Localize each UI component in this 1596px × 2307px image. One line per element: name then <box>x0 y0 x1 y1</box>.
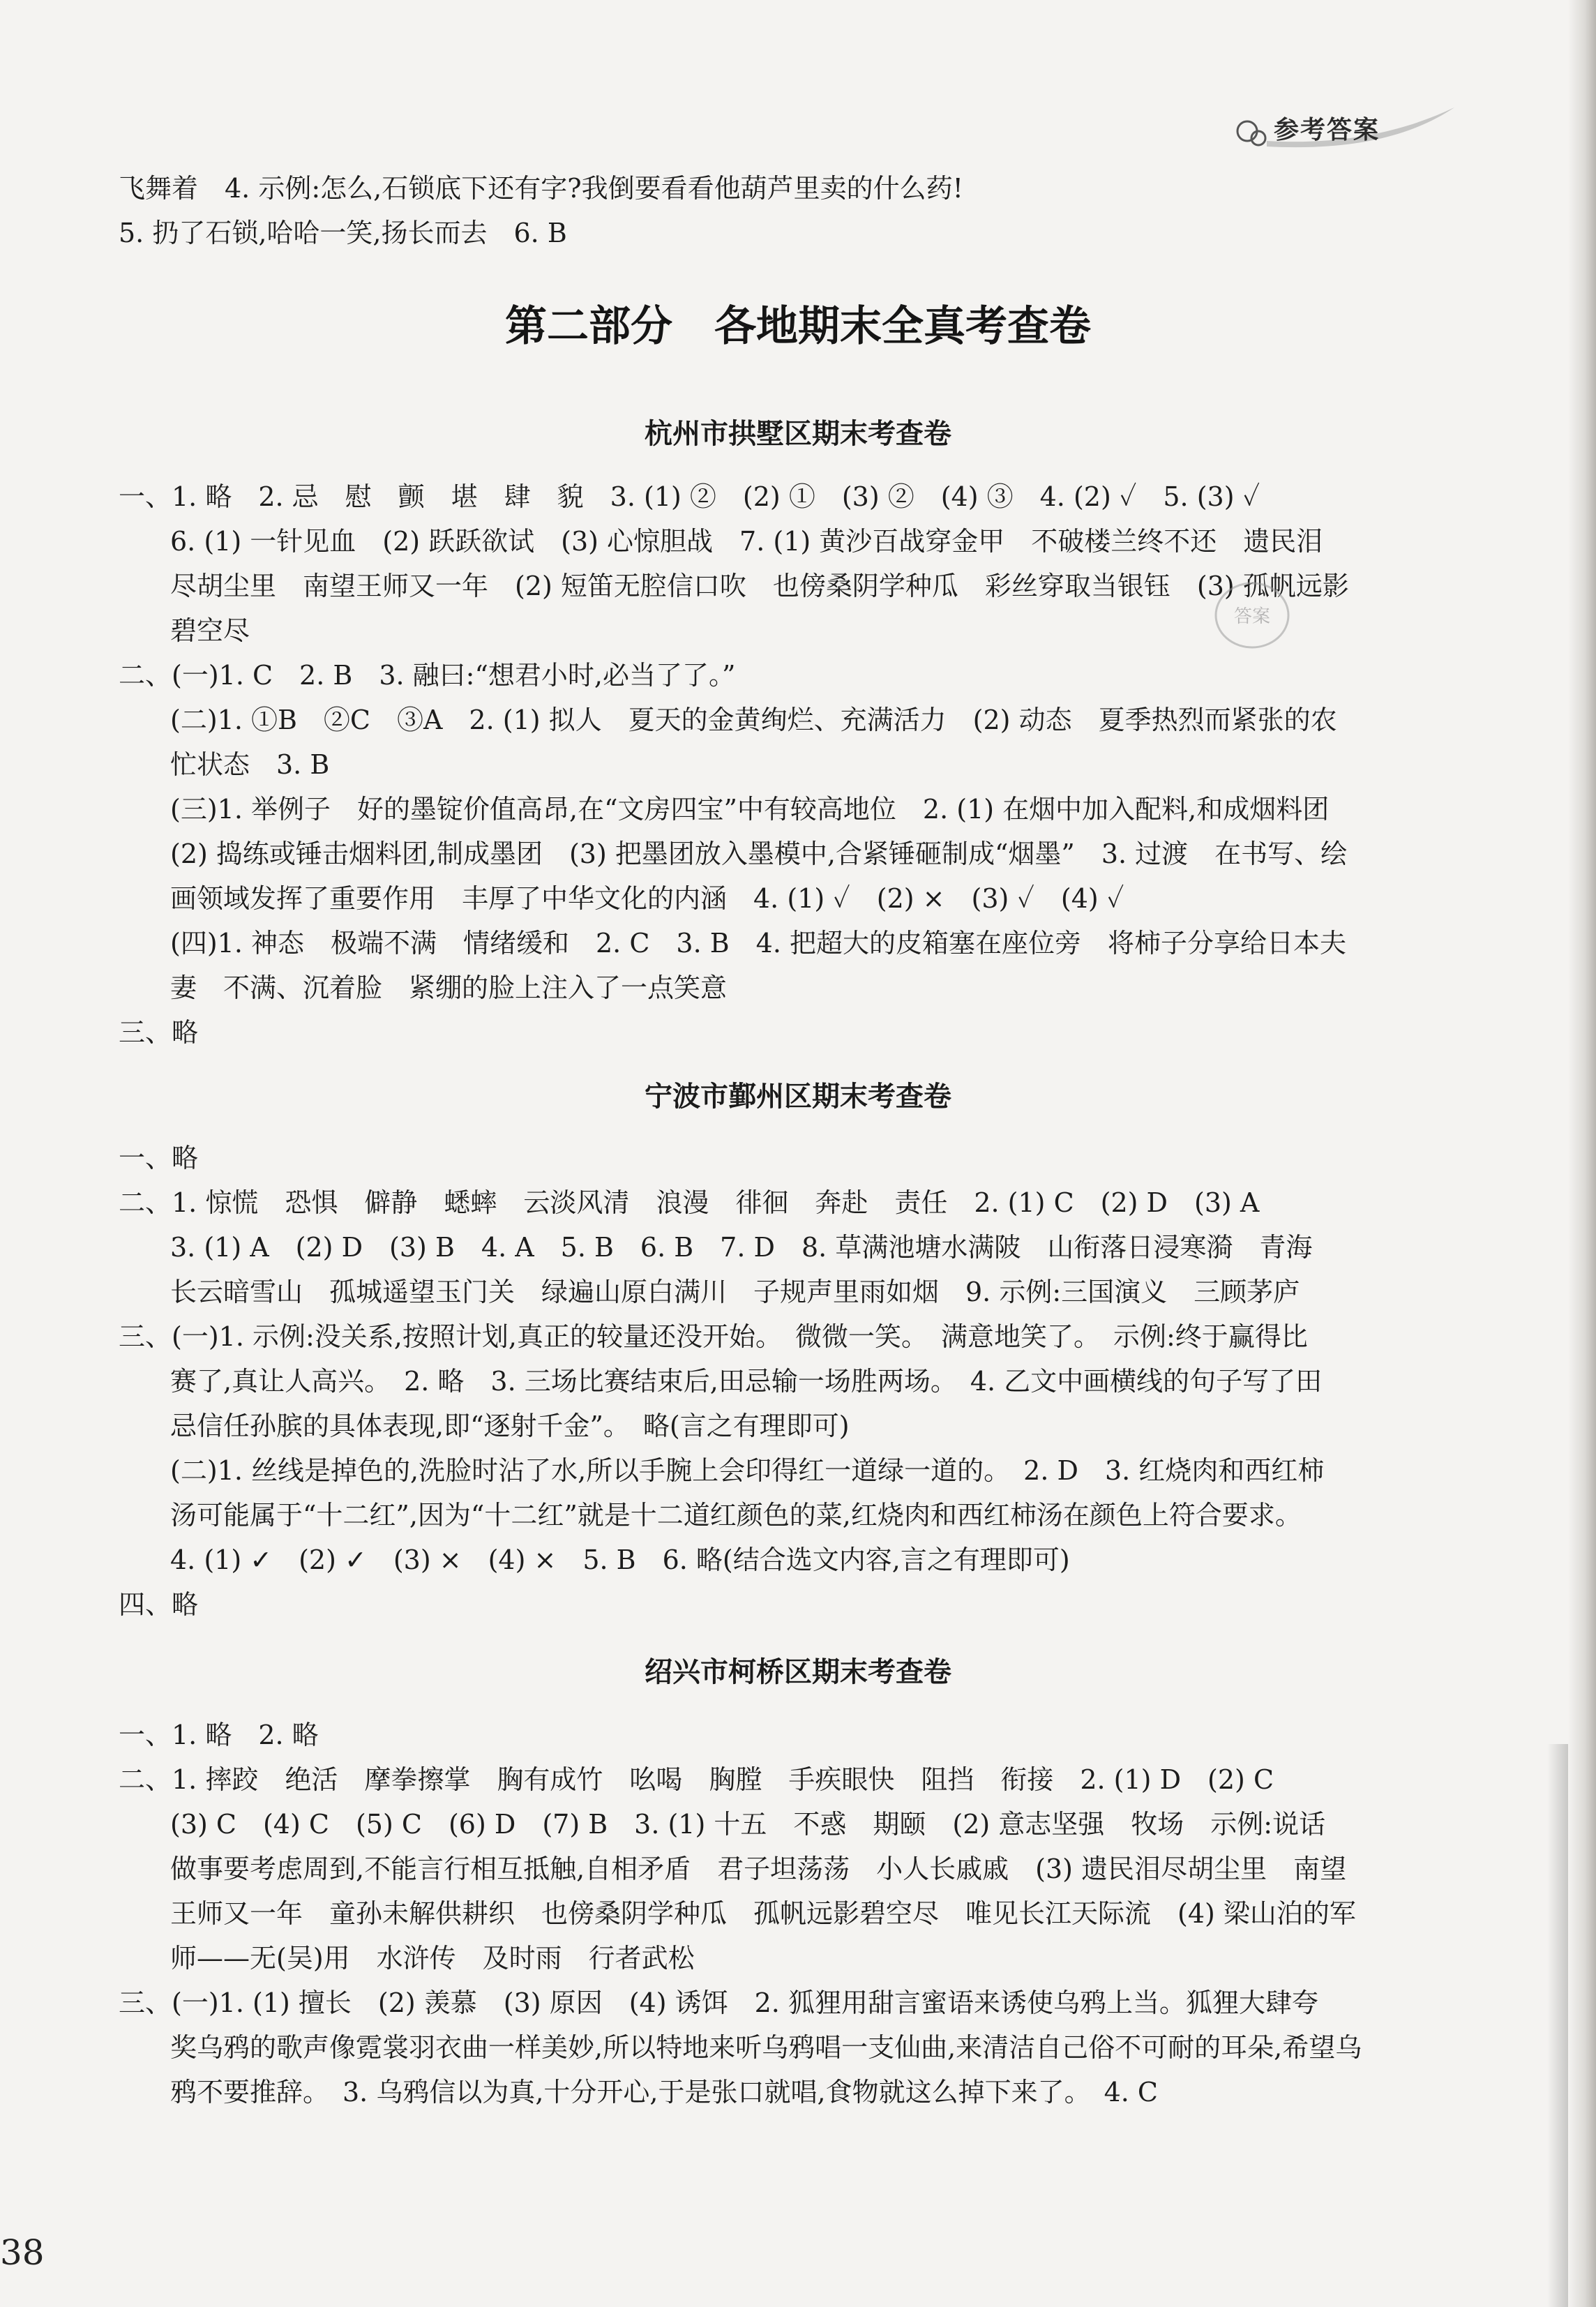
section-title-ningbo: 宁波市鄞州区期末考查卷 <box>645 1081 951 1113</box>
text-line: 画领域发挥了重要作用 丰厚了中华文化的内涵 4. (1) ✓ (2) × (3) ✓ (4) ✓ <box>170 883 1124 914</box>
text-line: (二)1. 丝线是掉色的,洗脸时沾了水,所以手腕上会印得红一道绿一道的。 2. D 3. 红烧肉和西红柿 <box>170 1455 1325 1486</box>
text-line: 三、(一)1. 示例:没关系,按照计划,真正的较量还没开始。 微微一笑。 满意地笑了。 示例:终于赢得比 <box>119 1321 1308 1352</box>
text-line: 尽胡尘里 南望王师又一年 (2) 短笛无腔信口吹 也傍桑阴学种瓜 彩丝穿取当银钰 (3) 孤帆远影 <box>170 571 1349 601</box>
section-title-shaoxing: 绍兴市柯桥区期末考查卷 <box>645 1656 951 1688</box>
part-title: 第二部分 各地期末全真考查卷 <box>505 302 1091 351</box>
text-line: 二、1. 摔跤 绝活 摩拳擦掌 胸有成竹 吆喝 胸膛 手疾眼快 阻挡 衔接 2. (1) D (2) C <box>119 1764 1274 1795</box>
text-line: 做事要考虑周到,不能言行相互抵触,自相矛盾 君子坦荡荡 小人长戚戚 (3) 遗民泪尽胡尘里 南望 <box>170 1854 1347 1884</box>
section-title-hangzhou: 杭州市拱墅区期末考查卷 <box>645 418 951 450</box>
text-line: 四、略 <box>119 1589 199 1620</box>
text-line: 飞舞着 4. 示例:怎么,石锁底下还有字?我倒要看看他葫芦里卖的什么药! <box>119 173 963 204</box>
section-ningbo <box>119 1136 1486 1627</box>
text-line: 长云暗雪山 孤城遥望玉门关 绿遍山原白满川 子规声里雨如烟 9. 示例:三国演义 三顾茅庐 <box>170 1277 1300 1307</box>
page-number: 38 <box>0 2232 45 2273</box>
text-line: 忙状态 3. B <box>170 749 330 780</box>
text-line: 4. (1) ✓ (2) ✓ (3) × (4) × 5. B 6. 略(结合选文内容,言之有理即可) <box>170 1545 1070 1575</box>
stamp-text: 答案 <box>1233 606 1271 627</box>
text-line: (四)1. 神态 极端不满 情绪缓和 2. C 3. B 4. 把超大的皮箱塞在座位旁 将柿子分享给日本夫 <box>170 928 1346 959</box>
top-continuation <box>119 166 1486 255</box>
text-line: 三、(一)1. (1) 擅长 (2) 羡慕 (3) 原因 (4) 诱饵 2. 狐狸用甜言蜜语来诱使乌鸦上当。狐狸大肆夸 <box>119 1987 1318 2018</box>
text-line: 师——无(吴)用 水浒传 及时雨 行者武松 <box>170 1943 695 1974</box>
text-line: 5. 扔了石锁,哈哈一笑,扬长而去 6. B <box>119 218 567 248</box>
text-line: 王师又一年 童孙未解供耕织 也傍桑阴学种瓜 孤帆远影碧空尽 唯见长江天际流 (4) 梁山泊的军 <box>170 1898 1356 1929</box>
text-line: 3. (1) A (2) D (3) B 4. A 5. B 6. B 7. D 8. 草满池塘水满陂 山衔落日浸寒漪 青海 <box>170 1232 1313 1263</box>
text-line: 二、1. 惊慌 恐惧 僻静 蟋蟀 云淡风清 浪漫 徘徊 奔赴 责任 2. (1) C (2) D (3) A <box>119 1187 1260 1218</box>
section-hangzhou <box>119 474 1486 1055</box>
answer-key-badge <box>1228 105 1458 153</box>
text-line: 二、(一)1. C 2. B 3. 融曰:“想君小时,必当了了。” <box>119 660 736 691</box>
text-line: (3) C (4) C (5) C (6) D (7) B 3. (1) 十五 不惑 期颐 (2) 意志坚强 牧场 示例:说话 <box>170 1809 1326 1840</box>
text-line: 6. (1) 一针见血 (2) 跃跃欲试 (3) 心惊胆战 7. (1) 黄沙百战穿金甲 不破楼兰终不还 遗民泪 <box>170 526 1323 557</box>
section-shaoxing <box>119 1713 1486 2114</box>
text-line: 一、1. 略 2. 略 <box>119 1720 319 1750</box>
text-line: 碧空尽 <box>170 615 250 646</box>
text-line: 鸦不要推辞。 3. 乌鸦信以为真,十分开心,于是张口就唱,食物就这么掉下来了。 4. C <box>170 2077 1158 2107</box>
text-line: 一、略 <box>119 1143 199 1173</box>
text-line: (2) 捣练或锤击烟料团,制成墨团 (3) 把墨团放入墨模中,合紧锤砸制成“烟墨” 3. 过渡 在书写、绘 <box>170 839 1348 869</box>
badge-label: 参考答案 <box>1274 116 1380 144</box>
text-line: 忌信任孙膑的具体表现,即“逐射千金”。 略(言之有理即可) <box>170 1411 850 1441</box>
seal-stamp <box>1210 572 1294 656</box>
text-line: 三、略 <box>119 1017 199 1048</box>
text-line: 汤可能属于“十二红”,因为“十二红”就是十二道红颜色的菜,红烧肉和西红柿汤在颜色上符合要求。 <box>170 1500 1302 1531</box>
spine-shadow <box>1547 1744 1568 2307</box>
text-line: (二)1. ①B ②C ③A 2. (1) 拟人 夏天的金黄绚烂、充满活力 (2) 动态 夏季热烈而紧张的农 <box>170 705 1337 735</box>
text-line: (三)1. 举例子 好的墨锭价值高昂,在“文房四宝”中有较高地位 2. (1) 在烟中加入配料,和成烟料团 <box>170 794 1330 825</box>
text-line: 奖乌鸦的歌声像霓裳羽衣曲一样美妙,所以特地来听乌鸦唱一支仙曲,来清洁自己俗不可耐的耳朵,希望乌 <box>170 2032 1362 2063</box>
text-line: 一、1. 略 2. 忌 慰 颤 堪 肆 貌 3. (1) ② (2) ① (3) ② (4) ③ 4. (2) ✓ 5. (3) ✓ <box>119 481 1260 512</box>
text-line: 妻 不满、沉着脸 紧绷的脸上注入了一点笑意 <box>170 972 728 1003</box>
text-line: 赛了,真让人高兴。 2. 略 3. 三场比赛结束后,田忌输一场胜两场。 4. 乙文中画横线的句子写了田 <box>170 1366 1323 1397</box>
